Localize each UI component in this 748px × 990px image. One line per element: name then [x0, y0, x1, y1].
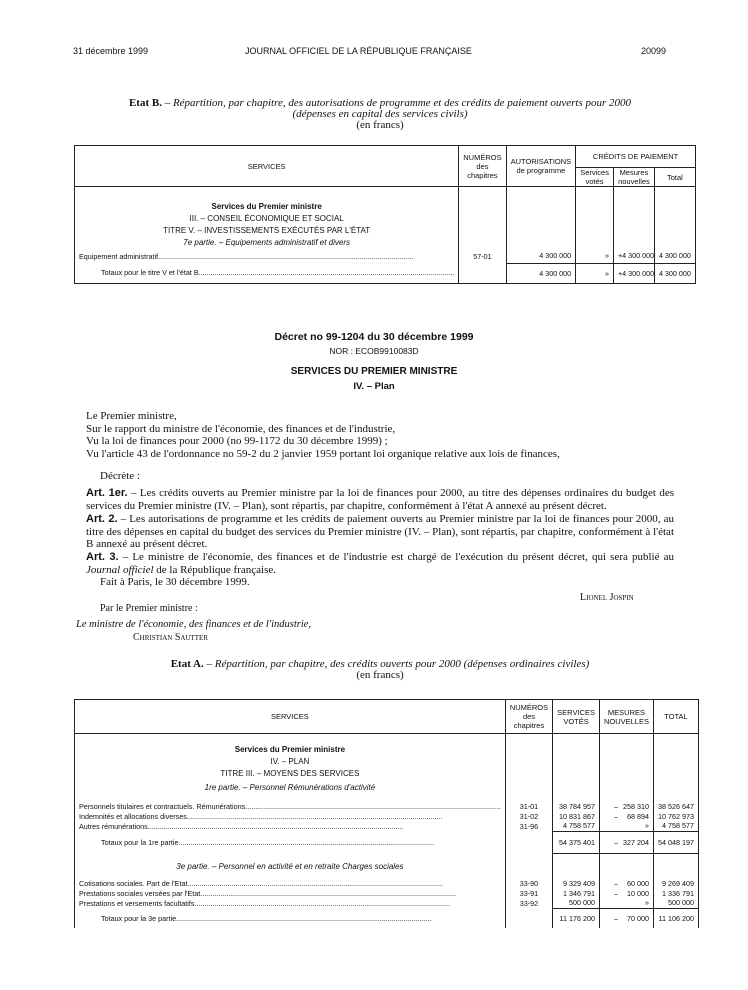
- row-nouvelles: 258 310: [622, 801, 649, 811]
- etat-b-title: [60, 98, 700, 131]
- col-numeros: NUMÉROS des chapitres: [505, 700, 552, 734]
- row-sign: –: [613, 878, 618, 888]
- col-services: SERVICES: [75, 700, 506, 734]
- col-credits: CRÉDITS DE PAIEMENT: [576, 146, 696, 168]
- total-label: Totaux pour le titre V et l'état B: [101, 268, 199, 278]
- etat-b-title-label: Etat B.: [128, 97, 162, 109]
- col-numeros: NUMÉROS des chapitres: [459, 146, 506, 187]
- etat-a-section: Services du Premier ministre: [234, 745, 346, 754]
- table-row: [75, 888, 699, 898]
- intro-line: Sur le rapport du ministre de l'économie, des finances et de l'industrie,: [86, 422, 396, 435]
- row-chapitre: 31-96: [505, 821, 552, 831]
- etat-a-title-label: Etat A.: [170, 658, 204, 670]
- total-sign: +: [617, 268, 623, 278]
- etat-a-partie-3: 3e partie. – Personnel en activité et en retraite Charges sociales: [75, 853, 506, 878]
- row-label: Personnels titulaires et contractuels. Rémunérations: [79, 801, 246, 811]
- col-votes: Services votés: [576, 168, 614, 187]
- total-nouvelles: 70 000: [626, 913, 649, 923]
- col-total: Total: [654, 168, 695, 187]
- row-votes: 1 346 791: [553, 888, 600, 898]
- etat-b-titre: TITRE V. – INVESTISSEMENTS EXÉCUTÉS PAR L'ÉTAT: [163, 226, 371, 235]
- total-sign: –: [613, 837, 618, 847]
- row-chapitre: 33-91: [505, 888, 552, 898]
- col-services: SERVICES: [75, 146, 459, 187]
- etat-b-subsection: III. – CONSEIL ÉCONOMIQUE ET SOCIAL: [189, 214, 344, 223]
- article-3: [86, 551, 674, 576]
- article-3-text-b: de la République française.: [153, 563, 276, 576]
- etat-a-partie-1: 1re partie. – Personnel Rémunérations d'activité: [204, 783, 376, 792]
- row-sign: +: [617, 251, 623, 261]
- fait-a-paris: Fait à Paris, le 30 décembre 1999.: [100, 576, 250, 588]
- article-2: [86, 513, 674, 551]
- row-label: Autres rémunérations: [79, 821, 148, 831]
- signature-sautter: Christian Sautter: [133, 632, 209, 643]
- col-nouvelles: Mesures nouvelles: [613, 168, 654, 187]
- total-total: 4 300 000: [654, 263, 695, 283]
- article-1-text: – Les crédits ouverts au Premier ministre par la loi de finances pour 2000, au titre des dépenses ordinaires du budget des services du Premier ministre (IV. – Plan), sont répartis, par chapitre, conformément à l'état A annexé au présent décret.: [86, 487, 674, 512]
- total-total: 54 048 197: [653, 831, 698, 853]
- table-row: [75, 821, 699, 831]
- row-chapitre: 57-01: [459, 249, 506, 263]
- row-total: 4 758 577: [653, 821, 698, 831]
- table-row: [75, 811, 699, 821]
- etat-b-partie: 7e partie. – Equipements administratif et divers: [183, 238, 350, 247]
- article-2-text: – Les autorisations de programme et les crédits de paiement ouverts au Premier ministre par la loi de finances pour 2000, au titre des dépenses en capital du budget des services du Premier ministre (IV. – Plan), sont répartis, par chapitre, conformément à l'état B annexé au présent décret.: [86, 513, 674, 550]
- etat-b-section: Services du Premier ministre: [211, 202, 322, 211]
- row-votes: »: [576, 249, 614, 263]
- total-votes: 11 176 200: [553, 908, 600, 928]
- decret-title: Décret no 99-1204 du 30 décembre 1999: [274, 331, 474, 343]
- ministre-economie: Le ministre de l'économie, des finances et de l'industrie,: [76, 619, 312, 630]
- total-nouvelles: 327 204: [622, 837, 649, 847]
- etat-a-unit: (en francs): [356, 669, 404, 681]
- total-nouvelles: 4 300 000: [622, 268, 655, 278]
- table-row: [75, 249, 696, 263]
- header-page-number: 20099: [641, 46, 667, 56]
- table-row: [75, 878, 699, 888]
- etat-b-subtitle: (dépenses en capital des services civils): [292, 108, 468, 120]
- total-autorisations: 4 300 000: [506, 263, 576, 283]
- total-total: 11 106 200: [653, 908, 698, 928]
- total-label: Totaux pour la 1re partie: [101, 837, 179, 847]
- intro-line: Vu la loi de finances pour 2000 (no 99-1172 du 30 décembre 1999) ;: [86, 435, 388, 447]
- row-nouvelles: »: [644, 898, 649, 908]
- table-row: [75, 898, 699, 908]
- row-total: 500 000: [653, 898, 698, 908]
- header-journal: JOURNAL OFFICIEL DE LA RÉPUBLIQUE FRANÇAISE: [245, 46, 472, 56]
- row-chapitre: 31-01: [505, 801, 552, 811]
- row-nouvelles: 4 300 000: [622, 251, 655, 261]
- row-total: 4 300 000: [654, 249, 695, 263]
- row-chapitre: 31-02: [505, 811, 552, 821]
- row-label: Prestations et versements facultatifs: [79, 898, 195, 908]
- row-votes: 10 831 867: [553, 811, 600, 821]
- table-row: [75, 801, 699, 811]
- row-label: Equipement administratif: [79, 251, 159, 261]
- total-votes: 54 375 401: [553, 831, 600, 853]
- row-total: 10 762 973: [653, 811, 698, 821]
- total-sign: –: [613, 913, 618, 923]
- col-total: TOTAL: [653, 700, 698, 734]
- row-label: Cotisations sociales. Part de l'Etat: [79, 878, 188, 888]
- row-chapitre: 33-92: [505, 898, 552, 908]
- etat-a-titre: TITRE III. – MOYENS DES SERVICES: [220, 769, 360, 778]
- decret-intro: [86, 410, 674, 460]
- col-votes: SERVICES VOTÉS: [553, 700, 600, 734]
- etat-a-title: [60, 659, 700, 681]
- row-sign: –: [613, 888, 618, 898]
- row-nouvelles: 60 000: [626, 878, 649, 888]
- row-votes: 500 000: [553, 898, 600, 908]
- signature-jospin: Lionel Jospin: [580, 592, 634, 603]
- row-total: 38 526 647: [653, 801, 698, 811]
- row-nouvelles: 10 000: [626, 888, 649, 898]
- row-votes: 38 784 957: [553, 801, 600, 811]
- decret-plan: IV. – Plan: [353, 381, 395, 392]
- row-votes: 9 329 409: [553, 878, 600, 888]
- par-premier-ministre: Par le Premier ministre :: [100, 603, 198, 614]
- row-sign: –: [613, 801, 618, 811]
- total-label: Totaux pour la 3e partie: [101, 913, 177, 923]
- article-1-label: Art. 1er.: [86, 487, 128, 499]
- decret-nor: NOR : ECOB9910083D: [329, 346, 419, 356]
- row-label: Indemnités et allocations diverses: [79, 811, 187, 821]
- article-1: [86, 487, 674, 512]
- header-date: 31 décembre 1999: [73, 46, 149, 56]
- etat-a-title-text: – Répartition, par chapitre, des crédits ouverts pour 2000 (dépenses ordinaires civiles): [203, 658, 590, 670]
- intro-line: Vu l'article 43 de l'ordonnance no 59-2 du 2 janvier 1959 portant loi organique relative aux lois de finances,: [86, 447, 560, 460]
- decret-ministry: SERVICES DU PREMIER MINISTRE: [290, 366, 458, 377]
- article-2-label: Art. 2.: [86, 513, 118, 525]
- etat-a-table: [74, 699, 699, 928]
- row-total: 1 336 791: [653, 888, 698, 898]
- col-nouvelles: MESURES NOUVELLES: [599, 700, 653, 734]
- etat-b-unit: (en francs): [356, 119, 404, 131]
- article-3-label: Art. 3.: [86, 551, 119, 563]
- etat-a-subsection: IV. – PLAN: [270, 757, 310, 766]
- row-nouvelles: »: [644, 821, 649, 831]
- article-3-text-a: – Le ministre de l'économie, des finances et de l'industrie est chargé de l'exécution du présent décret, qui sera publié au: [118, 551, 674, 563]
- etat-b-table: [74, 145, 696, 284]
- row-sign: –: [613, 811, 618, 821]
- table-row-total: [75, 831, 699, 853]
- col-autorisations: AUTORISATIONS de programme: [506, 146, 576, 187]
- etat-b-title-text: – Répartition, par chapitre, des autorisations de programme et des crédits de paiement ouverts pour 2000: [161, 97, 632, 109]
- intro-line: Le Premier ministre,: [86, 410, 177, 422]
- row-total: 9 269 409: [653, 878, 698, 888]
- total-votes: »: [576, 263, 614, 283]
- table-row-total: [75, 908, 699, 928]
- row-nouvelles: 68 894: [626, 811, 649, 821]
- article-3-journal: Journal officiel: [86, 563, 154, 576]
- row-votes: 4 758 577: [553, 821, 600, 831]
- row-label: Prestations sociales versées par l'Etat: [79, 888, 201, 898]
- row-chapitre: 33-90: [505, 878, 552, 888]
- table-row-total: [75, 263, 696, 283]
- decrete: Décrète :: [100, 470, 140, 482]
- row-autorisations: 4 300 000: [506, 249, 576, 263]
